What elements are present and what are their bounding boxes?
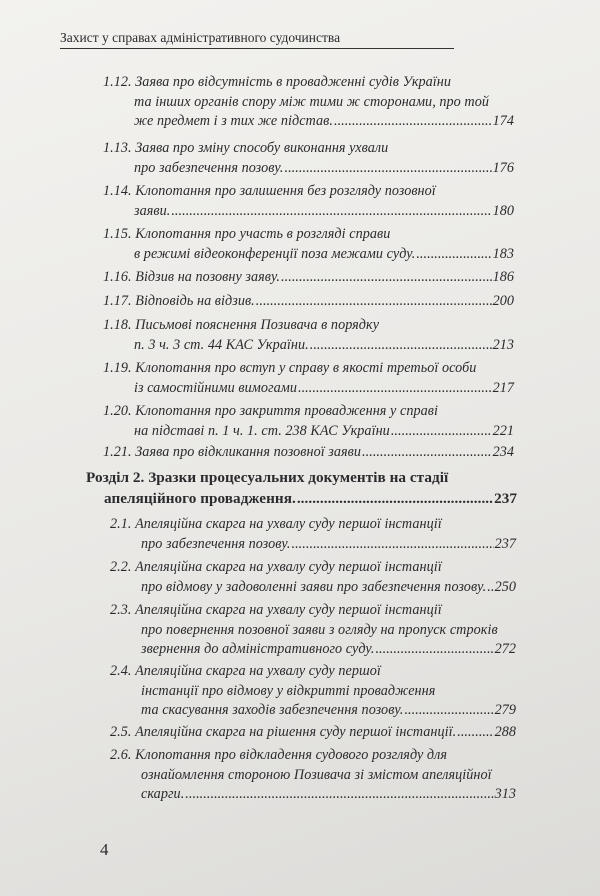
- toc-entry-line: інстанції про відмову у відкритті провадження: [141, 682, 436, 699]
- page-number: 4: [100, 840, 109, 859]
- toc-page-number: 200: [492, 293, 514, 309]
- toc-entry-line: 2.3. Апеляційна скарга на ухвалу суду першої інстанції: [110, 602, 442, 618]
- toc-entry-line: 2.2. Апеляційна скарга на ухвалу суду першої інстанції: [110, 559, 442, 575]
- toc-entry-last-line: [110, 785, 516, 805]
- dot-leader: [291, 535, 493, 555]
- toc-entry-line: 1.15. Клопотання про участь в розгляді справи: [103, 226, 391, 242]
- dot-leader: [171, 202, 491, 222]
- toc-entry-line: п. 3 ч. 3 ст. 44 КАС України.: [134, 336, 309, 353]
- toc-entry: [103, 316, 514, 355]
- toc-section-heading: [86, 467, 517, 509]
- toc-entry: [110, 746, 516, 805]
- toc-entry-line: 1.14. Клопотання про залишення без розгляду позовної: [103, 183, 436, 199]
- dot-leader: [416, 245, 491, 265]
- toc-entry-line: апеляційного провадження.: [104, 490, 296, 507]
- toc-page-number: 279: [494, 702, 516, 718]
- toc-entry: [103, 225, 514, 264]
- toc-entry-last-line: [110, 578, 516, 598]
- toc-entry-line: звернення до адміністративного суду.: [141, 641, 375, 657]
- toc-entry: [103, 443, 514, 463]
- toc-entry-line: 2.6. Клопотання про відкладення судового розгляду для: [110, 747, 448, 763]
- toc-entry-line: заяви.: [134, 202, 171, 219]
- toc-page-number: 180: [492, 202, 514, 219]
- toc-entry: [103, 73, 514, 132]
- toc-page-number: 183: [492, 245, 514, 262]
- toc-entry-line: же предмет і з тих же підстав.: [134, 113, 333, 129]
- dot-leader: [457, 723, 493, 743]
- toc-entry-last-line: [103, 336, 514, 356]
- dot-leader: [362, 443, 492, 463]
- toc-entry-last-line: [110, 701, 516, 721]
- toc-page-number: 237: [494, 535, 516, 552]
- toc-entry: [103, 359, 514, 398]
- toc-entry: [110, 601, 516, 660]
- running-header: Захист у справах адміністративного судочинства: [60, 30, 454, 49]
- toc-entry-last-line: [103, 112, 514, 132]
- toc-entry-line: 1.21. Заява про відкликання позовної заяви: [103, 444, 362, 460]
- toc-entry-last-line: [110, 723, 516, 743]
- toc-entry-line: 2.4. Апеляційна скарга на ухвалу суду першої: [110, 663, 381, 679]
- toc-entry-line: 1.19. Клопотання про вступ у справу в якості третьої особи: [103, 360, 477, 376]
- toc-entry: [103, 402, 514, 441]
- toc-page-number: 288: [494, 724, 516, 740]
- toc-entry-last-line: [103, 292, 514, 312]
- toc-entry-line: 1.16. Відзив на позовну заяву.: [103, 269, 281, 285]
- toc-entry-line: ознайомлення стороною Позивача зі змістом апеляційної: [141, 766, 492, 783]
- toc-entry-last-line: [103, 268, 514, 288]
- toc-page-number: 250: [494, 578, 516, 595]
- toc-entry-last-line: [110, 535, 516, 555]
- toc-entry-last-line: [103, 422, 514, 442]
- dot-leader: [375, 640, 493, 660]
- toc-entry-line: про забезпечення позову.: [141, 535, 291, 552]
- toc-entry-line: 1.18. Письмові пояснення Позивача в порядку: [103, 317, 380, 333]
- toc-entry-line: 2.1. Апеляційна скарга на ухвалу суду першої інстанції: [110, 516, 442, 532]
- toc-entry-line: Розділ 2. Зразки процесуальних документів на стадії: [86, 469, 449, 486]
- toc-entry-line: про забезпечення позову.: [134, 159, 284, 176]
- toc-entry-last-line: [110, 640, 516, 660]
- toc-entry: [103, 139, 514, 178]
- toc-entry-line: та скасування заходів забезпечення позову.: [141, 702, 404, 718]
- toc-entry-last-line: [86, 488, 517, 509]
- toc-entry-line: та інших органів спору між тими ж сторонами, про той: [134, 93, 490, 110]
- toc-entry-line: в режимі відеоконференції поза межами суду.: [134, 245, 416, 262]
- dot-leader: [256, 292, 492, 312]
- dot-leader: [404, 701, 493, 721]
- dot-leader: [185, 785, 493, 805]
- dot-leader: [297, 488, 493, 509]
- toc-entry-last-line: [103, 245, 514, 265]
- toc-page-number: 313: [494, 786, 516, 802]
- toc-entry-last-line: [103, 379, 514, 399]
- toc-entry-line: про повернення позовної заяви з огляду на пропуск строків: [141, 621, 498, 638]
- toc-entry-line: 1.20. Клопотання про закриття провадження у справі: [103, 403, 438, 419]
- dot-leader: [281, 268, 492, 288]
- toc-entry-last-line: [103, 443, 514, 463]
- toc-page-number: 213: [492, 336, 514, 353]
- toc-page-number: 272: [494, 641, 516, 657]
- dot-leader: [284, 159, 491, 179]
- toc-entry-line: 1.12. Заява про відсутність в провадженні судів України: [103, 74, 452, 90]
- toc-page-number: 221: [492, 422, 514, 439]
- toc-entry-line: про відмову у задоволенні заяви про забезпечення позову.: [141, 578, 487, 595]
- toc-entry: [110, 662, 516, 721]
- toc-entry-last-line: [103, 202, 514, 222]
- toc-entry-line: 1.13. Заява про зміну способу виконання ухвали: [103, 140, 389, 156]
- dot-leader: [487, 578, 493, 598]
- toc-page-number: 217: [492, 379, 514, 396]
- toc-entry-line: скарги.: [141, 786, 185, 802]
- toc-page-number: 234: [492, 444, 514, 460]
- toc-entry-line: 2.5. Апеляційна скарга на рішення суду першої інстанції.: [110, 724, 457, 740]
- toc-entry: [110, 558, 516, 597]
- toc-page-number: 237: [494, 490, 517, 507]
- toc-entry-line: із самостійними вимогами: [134, 379, 297, 396]
- dot-leader: [310, 336, 492, 356]
- toc-entry: [110, 515, 516, 554]
- dot-leader: [391, 422, 492, 442]
- toc-entry: [103, 182, 514, 221]
- toc-page-number: 176: [492, 159, 514, 176]
- dot-leader: [298, 379, 492, 399]
- dot-leader: [334, 112, 492, 132]
- toc-entry-last-line: [103, 159, 514, 179]
- toc-entry-line: на підставі п. 1 ч. 1. ст. 238 КАС України: [134, 422, 390, 439]
- toc-entry: [103, 268, 514, 288]
- toc-page-number: 186: [492, 269, 514, 285]
- toc-page-number: 174: [492, 113, 514, 129]
- toc-entry: [110, 723, 516, 743]
- toc-entry: [103, 292, 514, 312]
- toc-entry-line: 1.17. Відповідь на відзив.: [103, 293, 255, 309]
